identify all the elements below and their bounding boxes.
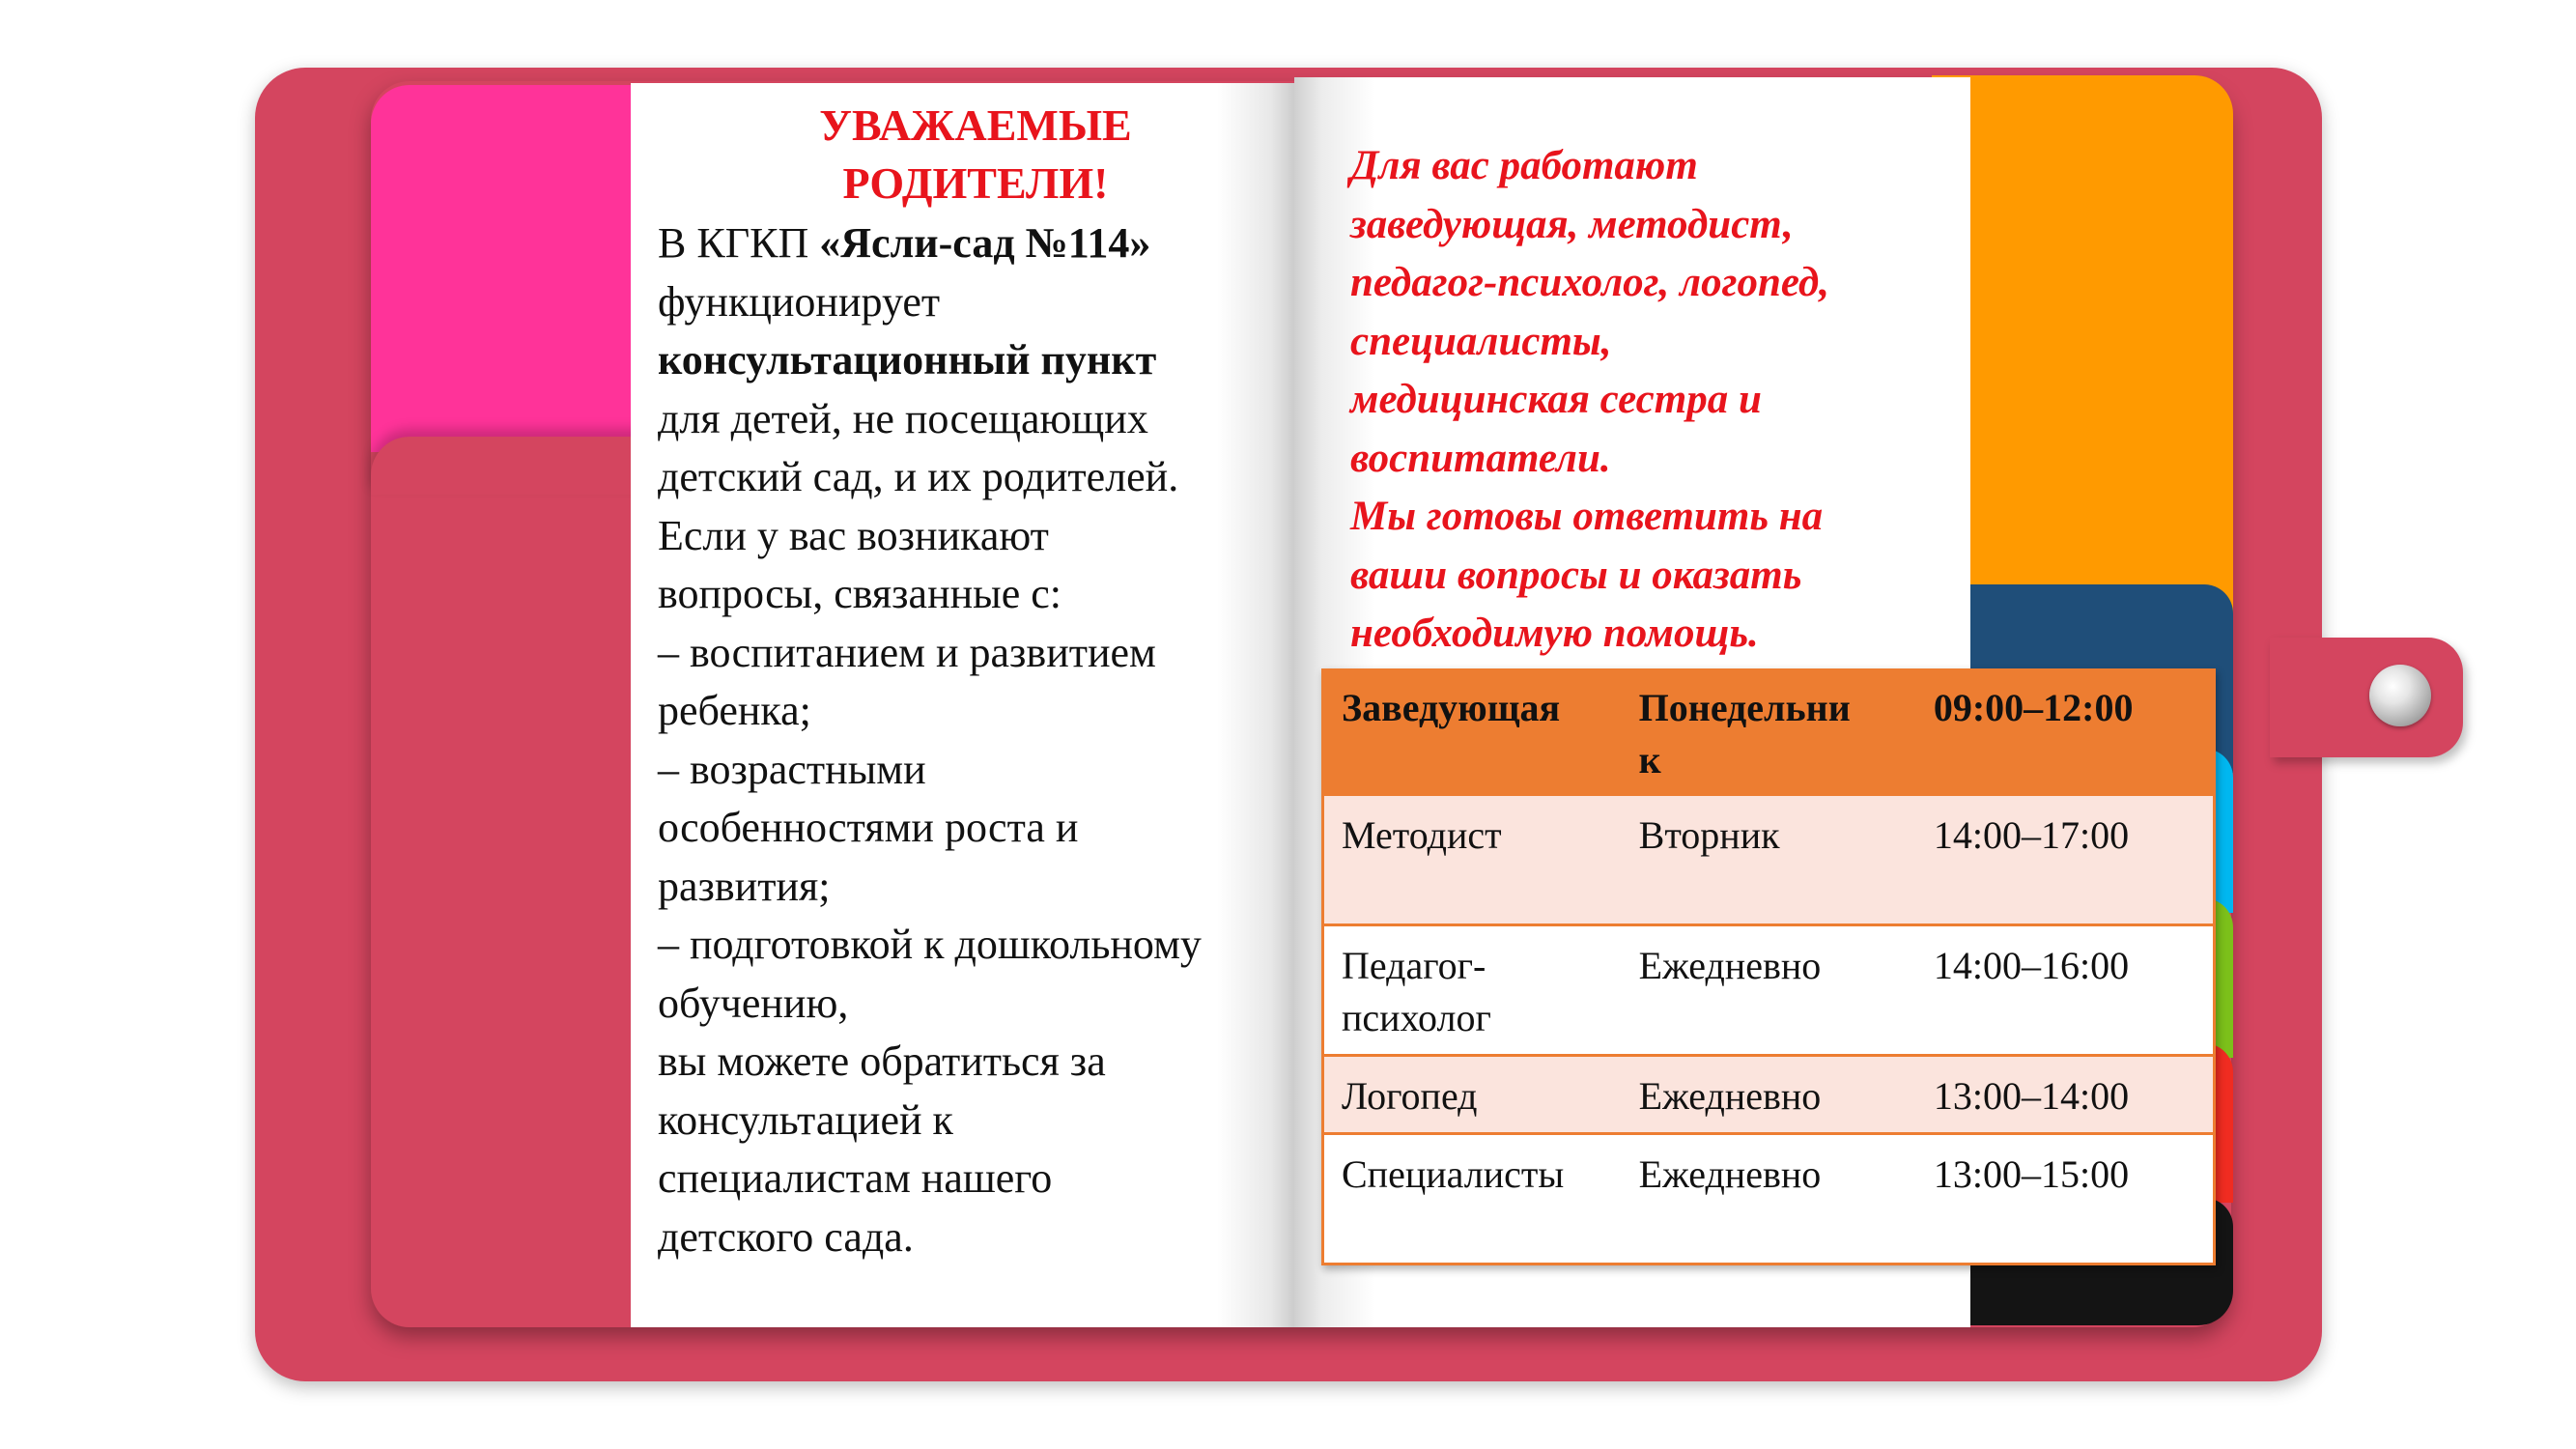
staff-intro-line: Мы готовы ответить на [1350,494,1824,539]
body-line: развития; [658,862,831,910]
day-cell: Ежедневно [1622,1134,1916,1264]
staff-intro-line: медицинская сестра и [1350,377,1762,422]
staff-intro-line: воспитатели. [1350,435,1611,481]
body-line: обучению, [658,979,849,1027]
staff-intro-text [1350,137,1949,664]
table-header-row [1323,668,2215,796]
kindergarten-name: «Ясли-сад №114» [819,219,1151,267]
role-line: Педагог- [1342,944,1486,987]
greeting-heading-line: РОДИТЕЛИ! [842,158,1109,208]
body-line: детский сад, и их родителей. [658,453,1179,500]
header-role-cell: Заведующая [1323,668,1622,796]
tab-orange [1932,75,2233,616]
staff-intro-line: ваши вопросы и оказать [1350,552,1802,598]
table-row [1323,925,2215,1056]
body-line: особенностями роста и [658,804,1079,851]
body-line: функционирует [658,277,941,326]
body-line: вы можете обратиться за [658,1037,1106,1085]
body-text: В КГКП [658,219,820,267]
role-cell: Логопед [1323,1056,1622,1134]
body-line [658,331,1295,390]
role-cell [1323,925,1622,1056]
greeting-heading-line: УВАЖАЕМЫЕ [819,100,1132,150]
snap-button-icon [2369,665,2431,726]
body-line: – подготовкой к дошкольному [658,921,1202,968]
body-line: детского сада. [658,1212,914,1261]
consultation-point-label: консультационный пункт [658,336,1157,384]
greeting-heading [666,97,1285,213]
body-line: – воспитанием и развитием [658,628,1156,676]
table-row [1323,1134,2215,1264]
time-cell: 13:00–15:00 [1916,1134,2215,1264]
staff-intro-line: необходимую помощь. [1350,611,1759,656]
header-day-line: к [1638,738,1661,781]
body-line: Если у вас возникают [658,511,1049,559]
body-line [658,214,1295,273]
body-line: вопросы, связанные с: [658,570,1062,617]
role-cell: Методист [1323,796,1622,925]
consultation-schedule-table [1321,668,2216,1265]
header-day-line: Понедельни [1638,686,1851,729]
consultation-info-text [658,214,1295,1266]
body-line: ребенка; [658,687,811,734]
bookmark-fold [371,437,651,495]
table-row [1323,1056,2215,1134]
body-line: для детей, не посещающих [658,394,1148,442]
staff-intro-line: Для вас работают [1350,143,1698,188]
notebook-strap [2270,638,2463,757]
staff-intro-line: специалисты, [1350,318,1612,364]
time-cell: 14:00–16:00 [1916,925,2215,1056]
time-cell: 14:00–17:00 [1916,796,2215,925]
day-cell: Вторник [1622,796,1916,925]
table-row [1323,796,2215,925]
role-line: психолог [1342,996,1491,1039]
day-cell: Ежедневно [1622,925,1916,1056]
body-line: консультацией к [658,1095,953,1144]
staff-intro-line: заведующая, методист, [1350,201,1794,247]
header-time-cell: 09:00–12:00 [1916,668,2215,796]
time-cell: 13:00–14:00 [1916,1056,2215,1134]
day-cell: Ежедневно [1622,1056,1916,1134]
role-cell: Специалисты [1323,1134,1622,1264]
header-day-cell [1622,668,1916,796]
body-line: – возрастными [658,745,926,793]
staff-intro-line: педагог-психолог, логопед, [1350,260,1829,305]
pink-bookmark-tab [371,85,651,452]
body-line: специалистам нашего [658,1154,1053,1202]
